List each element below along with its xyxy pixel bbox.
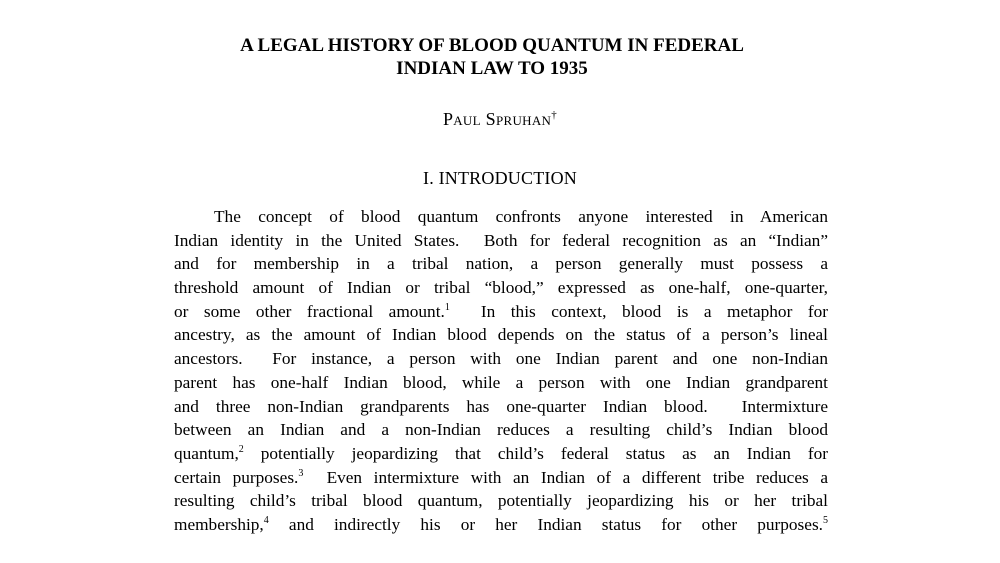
- paragraph-line: ancestry, as the amount of Indian blood depends on the status of a person’s lineal: [174, 325, 828, 345]
- paragraph-line: threshold amount of Indian or tribal “blood,” expressed as one-half, one-quarter,: [174, 278, 828, 298]
- footnote-ref-4: 4: [263, 515, 269, 527]
- paragraph-line: membership,$^4$ and indirectly his or her Indian status for other purposes.$^5$: [174, 514, 828, 534]
- paragraph-line: and three non-Indian grandparents has one-quarter Indian blood. Intermixture: [174, 396, 828, 416]
- paragraph-line: resulting child’s tribal blood quantum, potentially jeopardizing his or her tribal: [174, 491, 828, 511]
- section-heading: I. INTRODUCTION: [423, 168, 577, 188]
- footnote-ref-3: 3: [298, 467, 304, 479]
- paragraph-line: The concept of blood quantum confronts anyone interested in American: [214, 207, 828, 226]
- author-byline: [100, 108, 900, 130]
- footnote-ref-2: 2: [238, 444, 244, 456]
- paper-title-line-2: INDIAN LAW TO 1935: [396, 58, 588, 79]
- paragraph-line: or some other fractional amount.$^1$ In this context, blood is a metaphor for: [174, 301, 828, 321]
- footnote-ref-5: 5: [823, 515, 828, 527]
- paragraph-line: parent has one-half Indian blood, while a person with one Indian grandparent: [174, 372, 828, 392]
- footnote-ref-1: 1: [444, 301, 450, 313]
- paragraph-line: certain purposes.$^3$ Even intermixture with an Indian of a different tribe reduces a: [174, 467, 828, 487]
- paragraph-line: Indian identity in the United States. Both for federal recognition as an “Indian”: [174, 230, 828, 250]
- paragraph-line: and for membership in a tribal nation, a person generally must possess a: [174, 254, 828, 274]
- author-name: Paul Spruhan: [442, 109, 552, 129]
- paragraph-line: between an Indian and a non-Indian reduces a resulting child’s Indian blood: [174, 420, 828, 440]
- paragraph-line: quantum,$^2$ potentially jeopardizing that child’s federal status as an Indian for: [174, 443, 828, 463]
- paper-title-line-1: A LEGAL HISTORY OF BLOOD QUANTUM IN FEDERAL: [240, 35, 744, 56]
- paragraph-line: ancestors. For instance, a person with one Indian parent and one non-Indian: [174, 349, 828, 369]
- introduction-paragraph: [174, 205, 828, 537]
- author-footnote-mark: †: [551, 109, 558, 121]
